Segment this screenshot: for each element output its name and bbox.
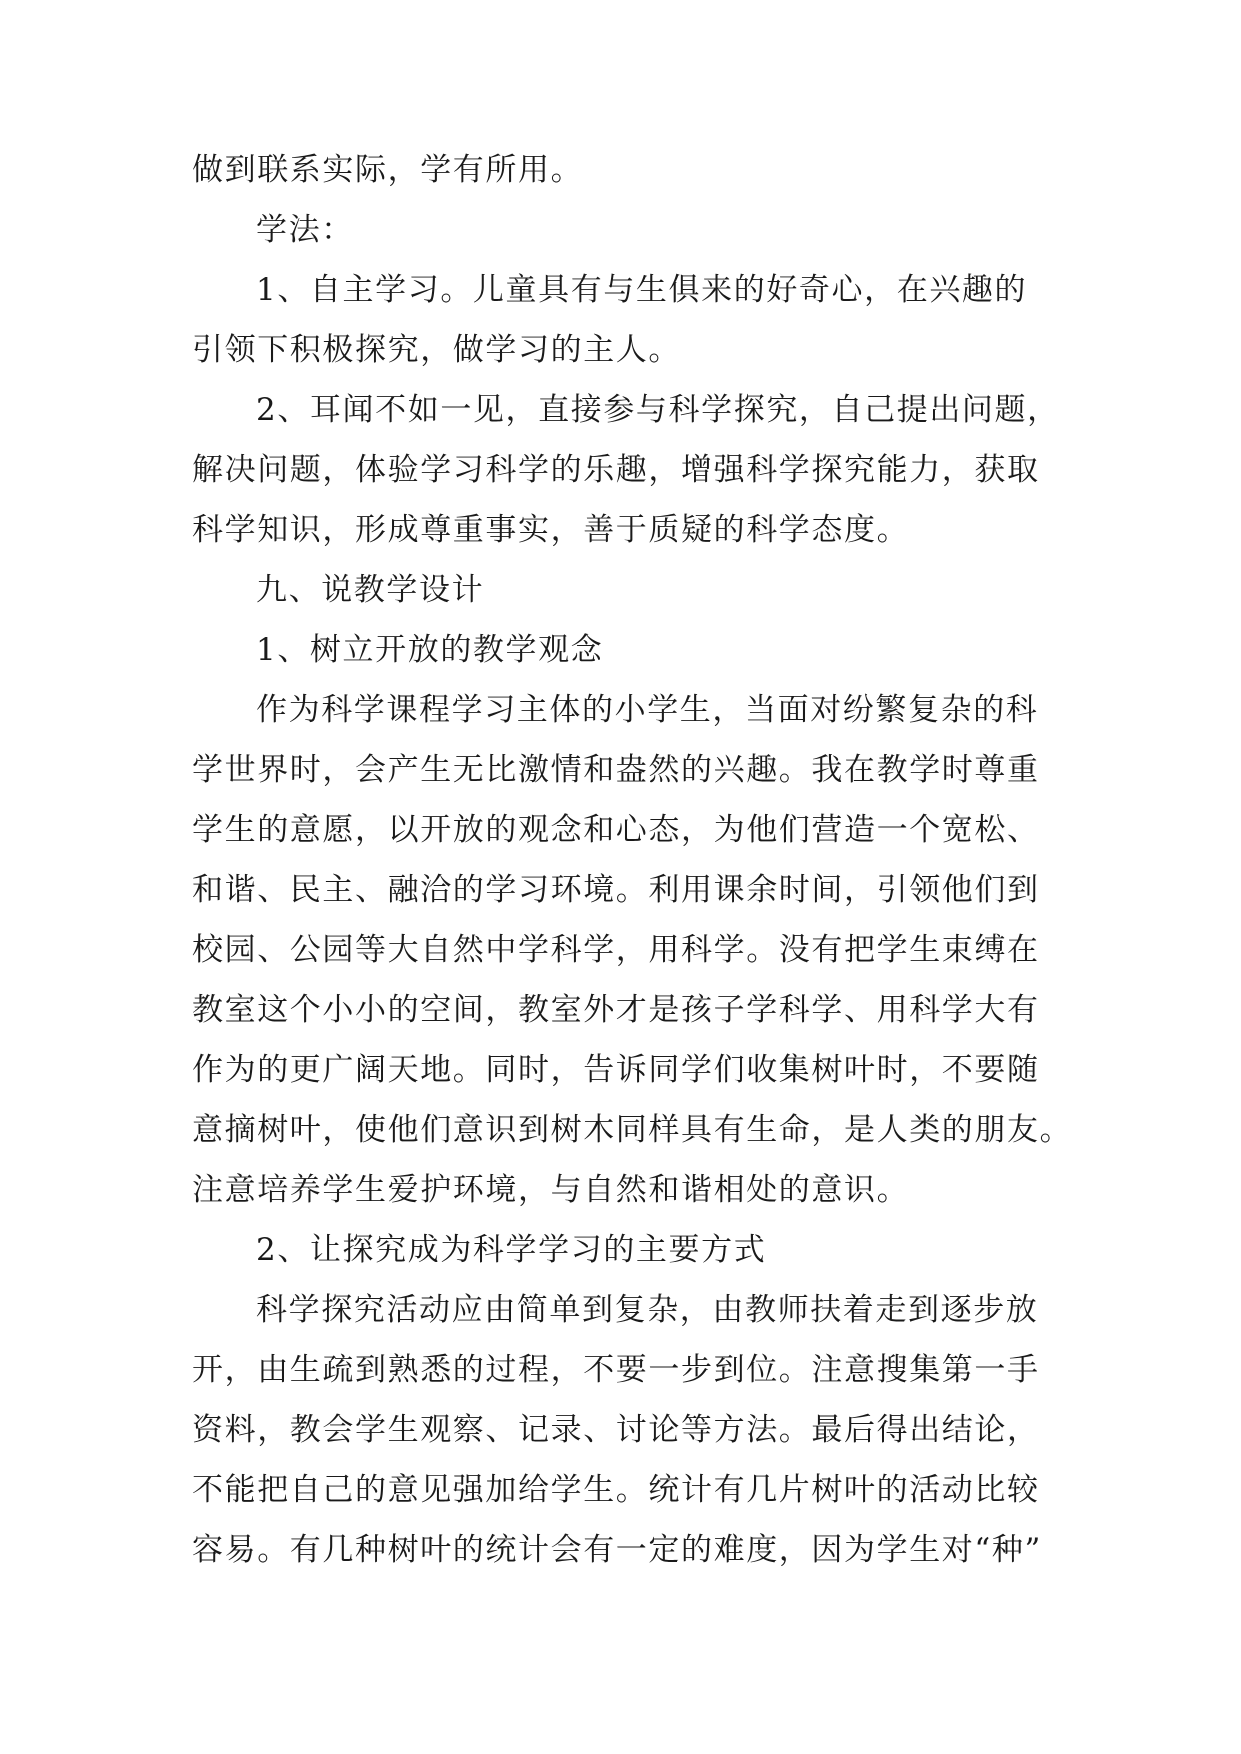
text-line-15: 教室这个小小的空间，教室外才是孩子学科学、用科学大有: [192, 992, 1040, 1028]
text-line-7: 科学知识，形成尊重事实，善于质疑的科学态度。: [192, 512, 910, 548]
subsection-heading-2: 2、让探究成为科学学习的主要方式: [256, 1232, 767, 1268]
text-line-5: 2、耳闻不如一见，直接参与科学探究，自己提出问题，: [256, 392, 1060, 428]
text-line-23: 不能把自己的意见强加给学生。统计有几片树叶的活动比较: [192, 1472, 1040, 1508]
text-line-21: 开，由生疏到熟悉的过程，不要一步到位。注意搜集第一手: [192, 1352, 1040, 1388]
text-line-12: 学生的意愿，以开放的观念和心态，为他们营造一个宽松、: [192, 812, 1040, 848]
text-line-4: 引领下积极探究，做学习的主人。: [192, 332, 681, 368]
text-line-2: 学法：: [256, 212, 354, 248]
text-line-13: 和谐、民主、融洽的学习环境。利用课余时间，引领他们到: [192, 872, 1040, 908]
text-line-3: 1、自主学习。儿童具有与生俱来的好奇心，在兴趣的: [256, 272, 1028, 308]
text-line-14: 校园、公园等大自然中学科学，用科学。没有把学生束缚在: [192, 932, 1040, 968]
text-line-16: 作为的更广阔天地。同时，告诉同学们收集树叶时，不要随: [192, 1052, 1040, 1088]
text-line-18: 注意培养学生爱护环境，与自然和谐相处的意识。: [192, 1172, 910, 1208]
section-heading: 九、说教学设计: [256, 572, 485, 608]
text-line-17: 意摘树叶，使他们意识到树木同样具有生命，是人类的朋友。: [192, 1112, 1072, 1148]
text-line-22: 资料，教会学生观察、记录、讨论等方法。最后得出结论，: [192, 1412, 1040, 1448]
text-line-6: 解决问题，体验学习科学的乐趣，增强科学探究能力，获取: [192, 452, 1040, 488]
text-line-10: 作为科学课程学习主体的小学生，当面对纷繁复杂的科: [256, 692, 1039, 728]
text-line-24: 容易。有几种树叶的统计会有一定的难度，因为学生对“种”: [192, 1532, 1042, 1568]
subsection-heading-1: 1、树立开放的教学观念: [256, 632, 604, 668]
text-line-1: 做到联系实际，学有所用。: [192, 152, 584, 188]
text-line-20: 科学探究活动应由简单到复杂，由教师扶着走到逐步放: [256, 1292, 1039, 1328]
text-line-11: 学世界时，会产生无比激情和盎然的兴趣。我在教学时尊重: [192, 752, 1040, 788]
